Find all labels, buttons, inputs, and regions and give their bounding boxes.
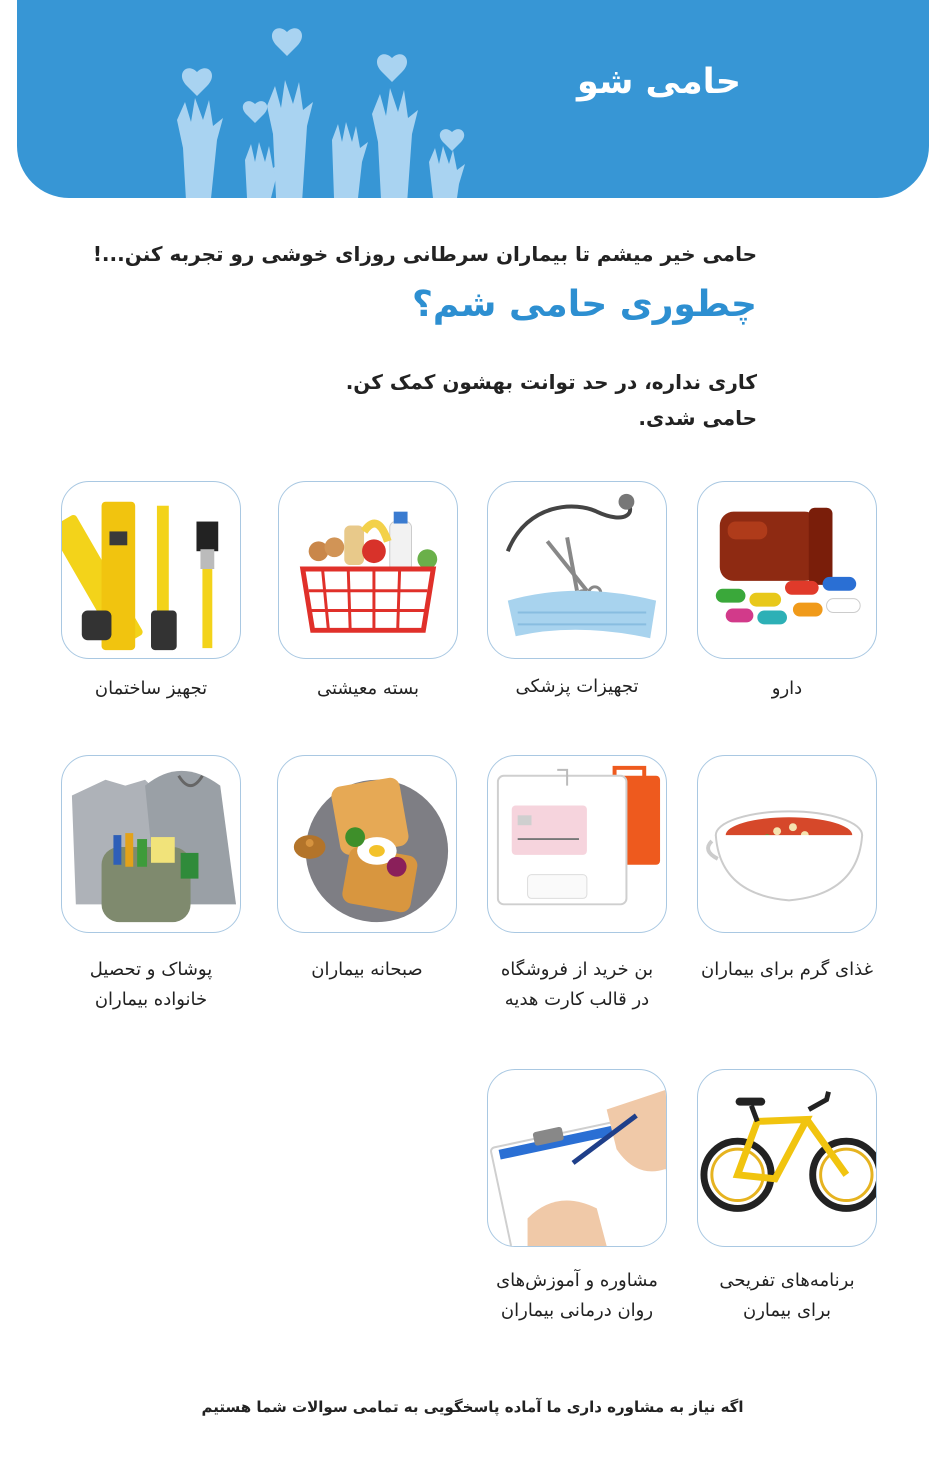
item-label-line-1: پوشاک و تحصیل <box>89 959 213 980</box>
item-label <box>472 1266 682 1326</box>
intro-text: حامی خیر میشم تا بیماران سرطانی روزای خوشی رو تجربه کنن...! <box>92 242 757 266</box>
question-heading: چطوری حامی شم؟ <box>411 284 757 325</box>
medical-equipment-icon[interactable] <box>487 481 667 659</box>
grocery-basket-icon[interactable] <box>278 481 458 659</box>
item-label-line-1: تجهیز ساختمان <box>94 678 208 699</box>
gift-card-icon[interactable] <box>487 755 667 933</box>
footer-text: اگه نیاز به مشاوره داری ما آماده پاسخگویی به تمامی سوالات شما هستیم <box>201 1398 744 1416</box>
item-label-line-1: مشاوره و آموزش‌های <box>496 1270 658 1291</box>
item-label-line-1: برنامه‌های تفریحی <box>719 1270 855 1291</box>
item-label <box>46 674 256 704</box>
item-label <box>682 955 892 985</box>
pills-icon[interactable] <box>697 481 877 659</box>
item-label-line-1: بسته معیشتی <box>316 678 420 699</box>
item-label-line-2: برای بیمارن <box>743 1300 831 1321</box>
item-label <box>682 674 892 704</box>
item-label-line-1: غذای گرم برای بیماران <box>700 959 874 980</box>
item-label <box>472 672 682 702</box>
item-label <box>472 955 682 1015</box>
item-label-line-2: روان درمانی بیماران <box>500 1300 654 1321</box>
header-banner <box>17 0 929 198</box>
item-label-line-1: دارو <box>771 678 803 699</box>
bicycle-icon[interactable] <box>697 1069 877 1247</box>
soup-bowl-icon[interactable] <box>697 755 877 933</box>
clipboard-writing-icon[interactable] <box>487 1069 667 1247</box>
item-label <box>682 1266 892 1326</box>
item-label-line-1: تجهیزات پزشکی <box>515 676 639 697</box>
item-label-line-2: در قالب کارت هدیه <box>504 989 650 1010</box>
item-label <box>46 955 256 1015</box>
banner-title: حامی شو <box>577 62 741 102</box>
item-label-line-1: صبحانه بیماران <box>311 959 423 980</box>
construction-tools-icon[interactable] <box>61 481 241 659</box>
item-label <box>263 674 473 704</box>
item-label <box>262 955 472 985</box>
description-line-1: کاری نداره، در حد توانت بهشون کمک کن. <box>345 370 757 394</box>
description-line-2: حامی شدی. <box>638 406 757 430</box>
description <box>346 364 757 436</box>
item-label-line-2: خانواده بیماران <box>94 989 208 1010</box>
breakfast-plate-icon[interactable] <box>277 755 457 933</box>
item-label-line-1: بن خرید از فروشگاه <box>500 959 654 980</box>
clothes-backpack-icon[interactable] <box>61 755 241 933</box>
raised-hands-hearts-icon <box>157 10 497 198</box>
